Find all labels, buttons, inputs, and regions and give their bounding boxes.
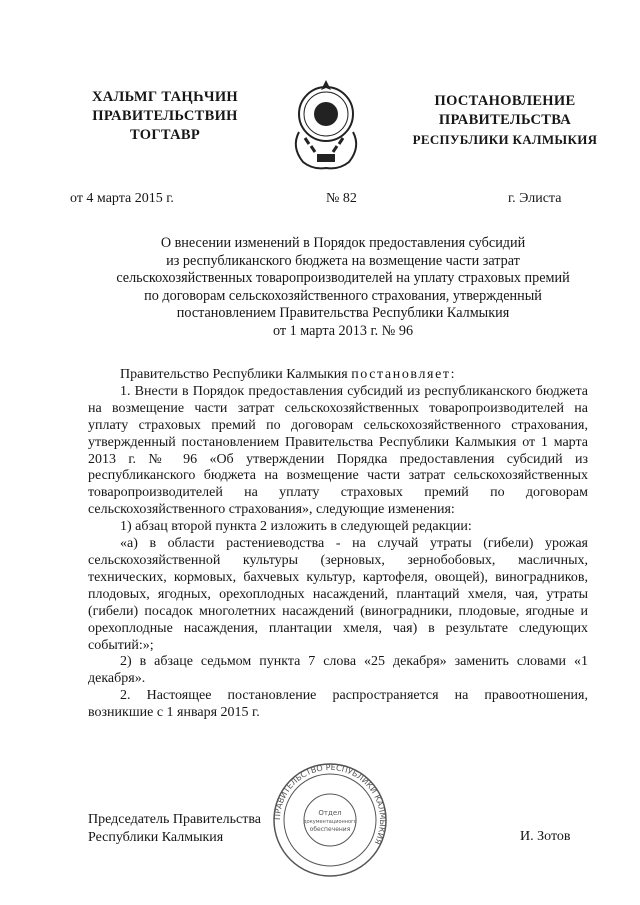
header-russian xyxy=(400,92,610,149)
header-left-line-3: ТОГТАВР xyxy=(129,127,201,143)
body-paragraph-5: 2. Настоящее постановление распространяется на правоотношения, возникшие с 1 января 2015 г. xyxy=(88,688,588,721)
header-right-line-1: ПОСТАНОВЛЕНИЕ xyxy=(434,93,576,109)
signature-position xyxy=(88,811,261,847)
stamp-center-1: Отдел xyxy=(318,809,342,817)
body-paragraph-2: 1) абзац второй пункта 2 изложить в следующей редакции: xyxy=(120,519,472,535)
title-line: постановлением Правительства Республики Калмыкия xyxy=(176,305,510,321)
signature-position-line-2: Республики Калмыкия xyxy=(88,830,224,845)
intro-subject: Правительство Республики Калмыкия xyxy=(120,367,348,382)
document-number: № 82 xyxy=(326,191,357,206)
title-line: сельскохозяйственных товаропроизводителей на уплату страховых премий xyxy=(116,270,570,286)
header-kalmyk xyxy=(70,88,260,145)
official-stamp xyxy=(270,760,390,880)
header-right-line-2: ПРАВИТЕЛЬСТВА xyxy=(438,112,572,128)
document-body xyxy=(88,367,588,722)
stamp-center-3: обеспечения xyxy=(309,826,351,833)
stamp-center-2: документационного xyxy=(303,819,357,825)
intro-verb: постановляет: xyxy=(351,367,457,382)
header-right-line-3: РЕСПУБЛИКИ КАЛМЫКИЯ xyxy=(412,132,598,147)
title-line: по договорам сельскохозяйственного страхования, утвержденный xyxy=(144,287,542,304)
body-intro xyxy=(88,367,588,384)
document-city: г. Элиста xyxy=(508,191,562,206)
stamp-ring-text: ПРАВИТЕЛЬСТВО РЕСПУБЛИКИ КАЛМЫКИЯ xyxy=(272,762,388,846)
title-line: О внесении изменений в Порядок предоставления субсидий xyxy=(160,235,526,251)
body-paragraph-1: 1. Внести в Порядок предоставления субсидий из республиканского бюджета на возмещение части затрат сельскохозяйственных товаропроизводителей на уплату страховых премий по договорам сельскохозяйственного страхования, утвержденный постановлением Правительства Республики Калмыкия от 1 марта 2013 г. № 96 «Об утверждении Порядка предоставления субсидий из республиканского бюджета на возмещение части затрат сельскохозяйственных товаропроизводителей на уплату страховых премий по договорам сельскохозяйственного страхования», следующие изменения: xyxy=(88,383,588,518)
body-paragraph-4: 2) в абзаце седьмом пункта 7 слова «25 декабря» заменить словами «1 декабря». xyxy=(88,654,588,687)
svg-text:ПРАВИТЕЛЬСТВО РЕСПУБЛИКИ КАЛМЫ xyxy=(273,763,387,846)
body-paragraph-3: «а) в области растениеводства - на случай утраты (гибели) урожая сельскохозяйственной культуры (зерновых, зернобобовых, масличных, технических, кормовых, бахчевых культур, картофеля, овощей), виноградников, плодовых, ягодных, орехоплодных насаждений, плантаций хмеля, чая, утраты (гибели) посадок многолетних насаждений (виноградники, плодовые, ягодные и орехоплодные насаждения, плантации хмеля, чая) в результате следующих событий:»; xyxy=(88,536,588,653)
title-line: из республиканского бюджета на возмещение части затрат xyxy=(166,252,520,269)
coat-of-arms-emblem xyxy=(287,72,365,172)
header-left-line-2: ПРАВИТЕЛЬСТВИН xyxy=(92,108,238,124)
header-left-line-1: ХАЛЬМГ ТАҢҺЧИН xyxy=(91,89,239,105)
signature-position-line-1: Председатель Правительства xyxy=(88,812,261,827)
document-title xyxy=(70,235,616,340)
title-line: от 1 марта 2013 г. № 96 xyxy=(272,322,414,339)
signature-name: И. Зотов xyxy=(520,829,571,844)
document-date: от 4 марта 2015 г. xyxy=(70,191,174,206)
